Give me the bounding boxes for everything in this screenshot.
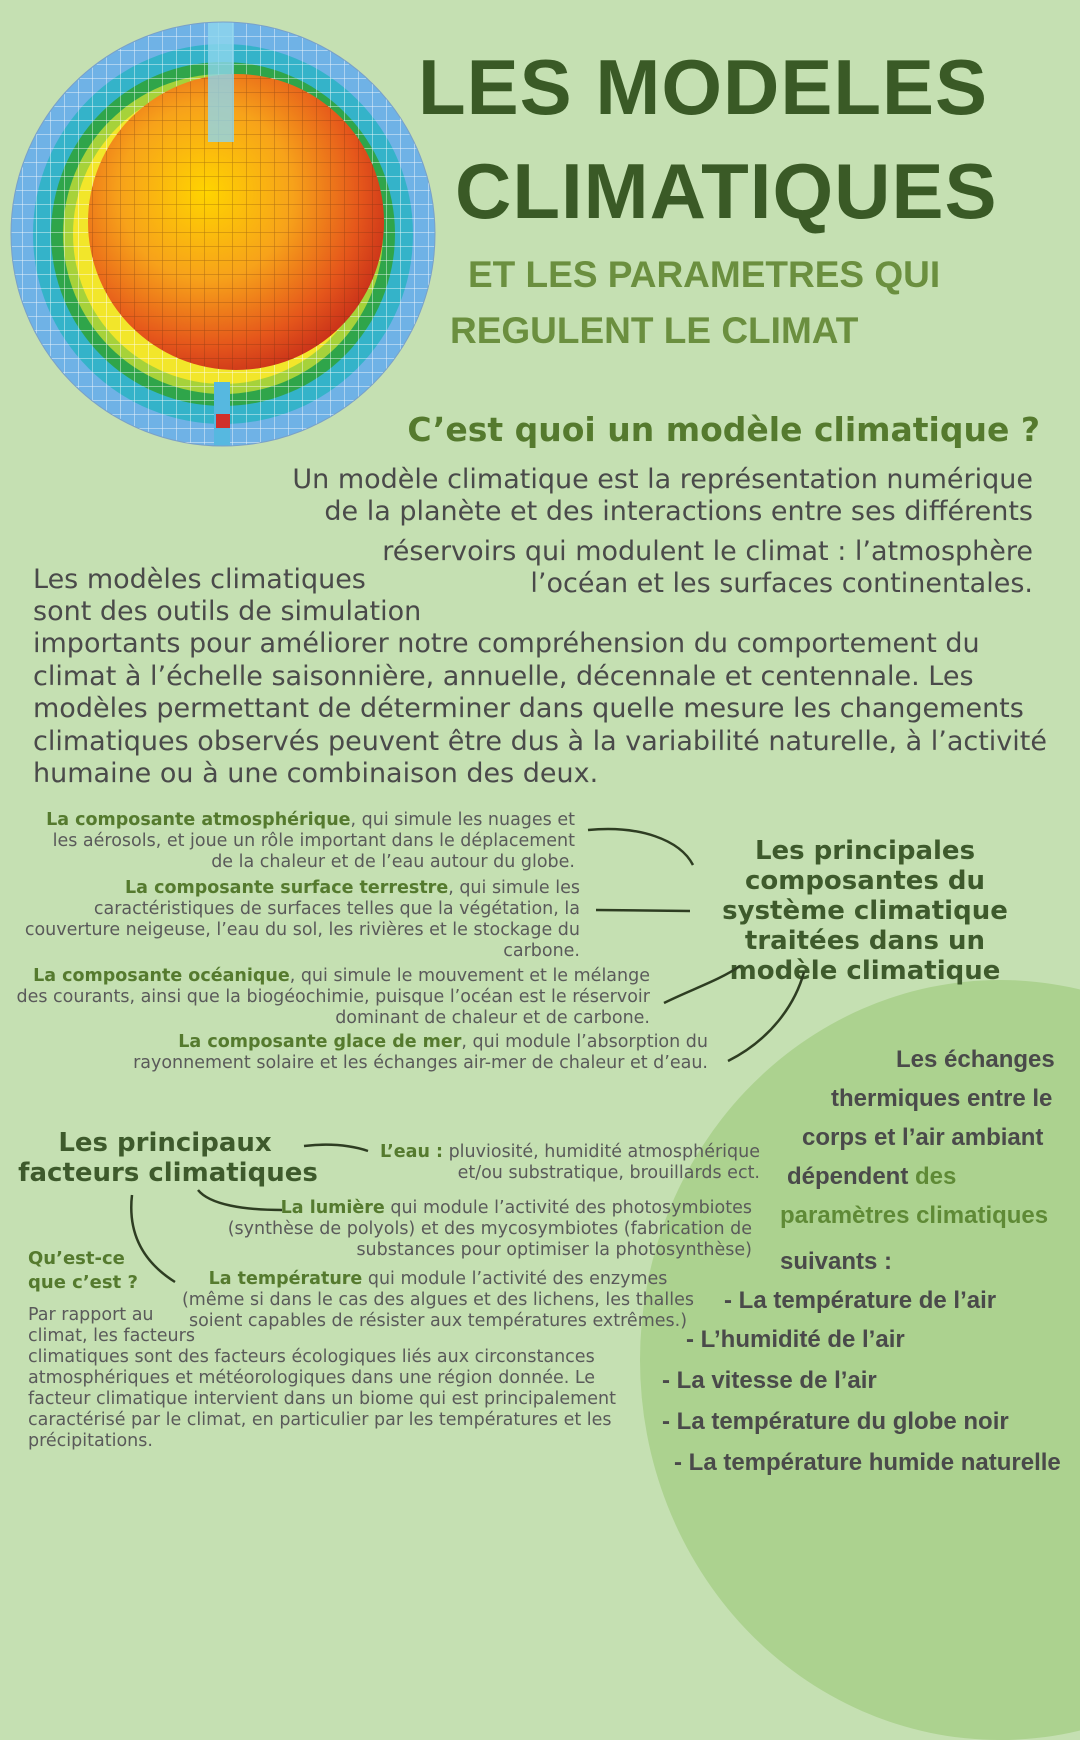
parameter-air-humidity: - L’humidité de l’air xyxy=(686,1326,905,1353)
factor-water-text: pluviosité, humidité atmosphérique et/ou substratique, brouillards ect. xyxy=(443,1142,760,1183)
exchanges-line-3: corps et l’air ambiant xyxy=(802,1124,1044,1151)
exchanges-line-6: suivants : xyxy=(780,1248,893,1275)
definition-line-4: l’océan et les surfaces continentales. xyxy=(530,568,1033,599)
exchanges-depend-text: dépendent xyxy=(787,1163,916,1190)
tools-text-line2: sont des outils de simulation xyxy=(33,596,422,627)
page-title-line2: CLIMATIQUES xyxy=(455,147,998,235)
tools-text-line1: Les modèles climatiques xyxy=(33,564,366,595)
exchanges-parameters-text: paramètres climatiques xyxy=(780,1202,1049,1229)
factors-definition-line2: climat, les facteurs xyxy=(28,1326,195,1346)
parameter-air-temperature: - La température de l’air xyxy=(724,1287,997,1314)
component-seaice-name: La composante glace de mer xyxy=(178,1032,462,1052)
what-is-it-label-line1: Qu’est-ce xyxy=(28,1248,125,1269)
page-subtitle-line2: REGULENT LE CLIMAT xyxy=(450,310,859,351)
page-subtitle-line1: ET LES PARAMETRES QUI xyxy=(468,254,941,295)
component-land-text: , qui simule les caractéristiques de surfaces telles que la végétation, la couverture neigeuse, l’eau du sol, les rivières et le stockage du carbone. xyxy=(24,878,580,961)
definition-question-heading: C’est quoi un modèle climatique ? xyxy=(407,410,1040,449)
factors-heading-line1: Les principaux xyxy=(58,1128,272,1158)
exchanges-line-1: Les échanges xyxy=(896,1046,1055,1073)
tools-text-paragraph: importants pour améliorer notre compréhension du comportement du climat à l’échelle saisonnière, annuelle, décennale et centennale. Les modèles permettant de déterminer dans quelle mesure les changements climatiques observés peuvent être dus à la variabilité naturelle, à l’activité humaine ou à une combinaison des deux. xyxy=(33,628,1047,789)
factor-temperature-name: La température xyxy=(208,1269,363,1289)
parameter-black-globe-temperature: - La température du globe noir xyxy=(662,1408,1009,1435)
factor-light xyxy=(220,1198,752,1261)
component-ocean-text: , qui simule le mouvement et le mélange des courants, ainsi que la biogéochimie, puisque l’océan est le réservoir dominant de chaleur et de carbone. xyxy=(16,966,650,1028)
component-atmosphere-name: La composante atmosphérique xyxy=(46,810,351,830)
definition-line-3: réservoirs qui modulent le climat : l’atmosphère xyxy=(382,536,1033,567)
exchanges-line-4 xyxy=(787,1163,956,1191)
what-is-it-label-line2: que c’est ? xyxy=(28,1272,138,1293)
factor-water xyxy=(372,1142,760,1184)
definition-line-1: Un modèle climatique est la représentation numérique xyxy=(292,464,1033,495)
exchanges-line-2: thermiques entre le xyxy=(831,1085,1053,1112)
factors-definition-line1: Par rapport au xyxy=(28,1305,154,1325)
factor-light-name: La lumière xyxy=(280,1198,385,1218)
component-seaice-text: , qui module l’absorption du rayonnement solaire et les échanges air-mer de chaleur et d’eau. xyxy=(133,1032,708,1073)
page-title-line1: LES MODELES xyxy=(418,43,989,131)
exchanges-line-5 xyxy=(780,1202,1048,1230)
factor-temperature-text: qui module l’activité des enzymes (même si dans le cas des algues et des lichens, les thalles soient capables de résister aux températures extrêmes.) xyxy=(181,1269,695,1331)
definition-line-2: de la planète et des interactions entre ses différents xyxy=(324,496,1033,527)
components-heading: Les principales composantes du système climatique traitées dans un modèle climatique xyxy=(722,836,1008,986)
factor-light-text: qui module l’activité des photosymbiotes (synthèse de polyols) et des mycosymbiotes (fabrication de substances pour optimiser la photosynthèse) xyxy=(227,1198,752,1260)
component-ocean-name: La composante océanique xyxy=(33,966,290,986)
factor-water-name: L’eau : xyxy=(380,1142,444,1162)
component-atmosphere-text: , qui simule les nuages et les aérosols, et joue un rôle important dans le déplacement de la chaleur et de l’eau autour du globe. xyxy=(52,810,575,872)
factors-heading-line2: facteurs climatiques xyxy=(18,1158,318,1188)
parameter-air-speed: - La vitesse de l’air xyxy=(662,1367,877,1394)
factor-temperature xyxy=(178,1269,698,1332)
exchanges-des-text: des xyxy=(915,1163,957,1190)
component-land-name: La composante surface terrestre xyxy=(125,878,449,898)
factors-definition-text: climatiques sont des facteurs écologiques liés aux circonstances atmosphériques et météorologiques dans une région donnée. Le facteur climatique intervient dans un biome qui est principalement caractérisé par le climat, en particulier par les températures et les précipitations. xyxy=(28,1347,616,1451)
parameter-natural-wet-temperature: - La température humide naturelle xyxy=(674,1449,1061,1476)
